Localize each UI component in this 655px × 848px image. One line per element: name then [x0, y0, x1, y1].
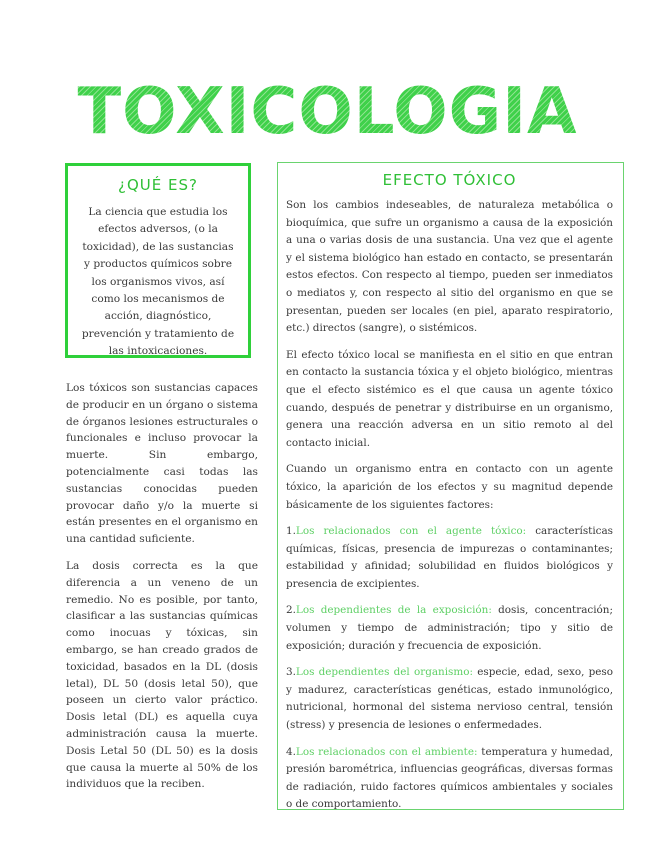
que-es-text: La ciencia que estudia los efectos adversos, (o la toxicidad), de las sustancias y productos químicos sobre los organismos vivos, así como los mecanismos de acción, diagnóstico, prevención y tratamiento de las intoxicaciones. [81, 206, 235, 358]
efecto-toxico-box [277, 162, 624, 810]
factor-label: Los relacionados con el agente tóxico: [295, 525, 527, 538]
factor-number: 1. [286, 525, 296, 538]
factor-text: dosis, concentración; volumen y tiempo de administración; tipo y sitio de exposición; duración y frecuencia de exposición. [286, 604, 613, 652]
que-es-heading: ¿QUÉ ES? [118, 176, 198, 194]
factor-3 [286, 664, 613, 734]
efecto-paragraph-1: Son los cambios indeseables, de naturaleza metabólica o bioquímica, que sufre un organismo a causa de la exposición a una o varias dosis de una sustancia. Una vez que el agente y el sistema biológico han estado en contacto, se presentarán estos efectos. Con respecto al tiempo, pueden ser inmediatos o mediatos y, con respecto al sitio del organismo en que se presentan, pueden ser locales (en piel, aparato respiratorio, etc.) directos (sangre), o sistémicos. [286, 199, 613, 335]
efecto-paragraph-3: Cuando un organismo entra en contacto con un agente tóxico, la aparición de los efectos y su magnitud depende básicamente de los siguientes factores: [286, 463, 613, 511]
left-column [66, 380, 258, 803]
factor-text: temperatura y humedad, presión barométrica, influencias geográficas, diversas formas de radiación, ruido factores químicos ambientales y sociales o de comportamiento. [286, 745, 613, 811]
factor-label: Los dependientes de la exposición: [295, 604, 492, 617]
factor-number: 2. [286, 604, 296, 617]
factor-label: Los relacionados con el ambiente: [295, 745, 478, 758]
factor-label: Los dependientes del organismo: [295, 666, 473, 679]
factor-text: características químicas, físicas, presencia de impurezas o contaminantes; estabilidad y afinidad; solubilidad en fluidos biológicos y presencia de excipientes. [286, 525, 613, 590]
page-title: TOXICOLOGIA [0, 76, 655, 148]
que-es-box [65, 163, 251, 358]
factor-2 [286, 602, 613, 655]
factor-number: 3. [286, 666, 296, 679]
factor-text: especie, edad, sexo, peso y madurez, características genéticas, estado inmunológico, nutricional, hormonal del sistema nervioso central, tensión (stress) y presencia de lesiones o enfermedades. [286, 666, 614, 732]
efecto-paragraph-2: El efecto tóxico local se manifiesta en el sitio en que entran en contacto la sustancia tóxica y el objeto biológico, mientras que el efecto sistémico es el que causa un agente tóxico cuando, después de penetrar y distribuirse en un organismo, genera una reacción adversa en un sitio remoto al del contacto inicial. [286, 348, 613, 449]
factor-4 [286, 744, 613, 814]
factor-1 [286, 523, 613, 593]
left-paragraph-2: La dosis correcta es la que diferencia a un veneno de un remedio. No es posible, por tanto, clasificar a las sustancias químicas como inocuas y tóxicas, sin embargo, se han creado grados de toxicidad, basados en la DL (dosis letal), DL 50 (dosis letal 50), que poseen un cierto valor práctico. Dosis letal (DL) es aquella cuya administración causa la muerte. Dosis Letal 50 (DL 50) es la dosis que causa la muerte al 50% de los individuos que la reciben. [66, 559, 258, 791]
left-paragraph-1: Los tóxicos son sustancias capaces de producir en un órgano o sistema de órganos lesiones estructurales o funcionales e incluso provocar la muerte. Sin embargo, potencialmente casi todas las sustancias conocidas pueden provocar daño y/o la muerte si están presentes en el organismo en una cantidad suficiente. [66, 382, 258, 546]
efecto-toxico-heading: EFECTO TÓXICO [382, 171, 517, 189]
factor-number: 4. [286, 745, 296, 758]
